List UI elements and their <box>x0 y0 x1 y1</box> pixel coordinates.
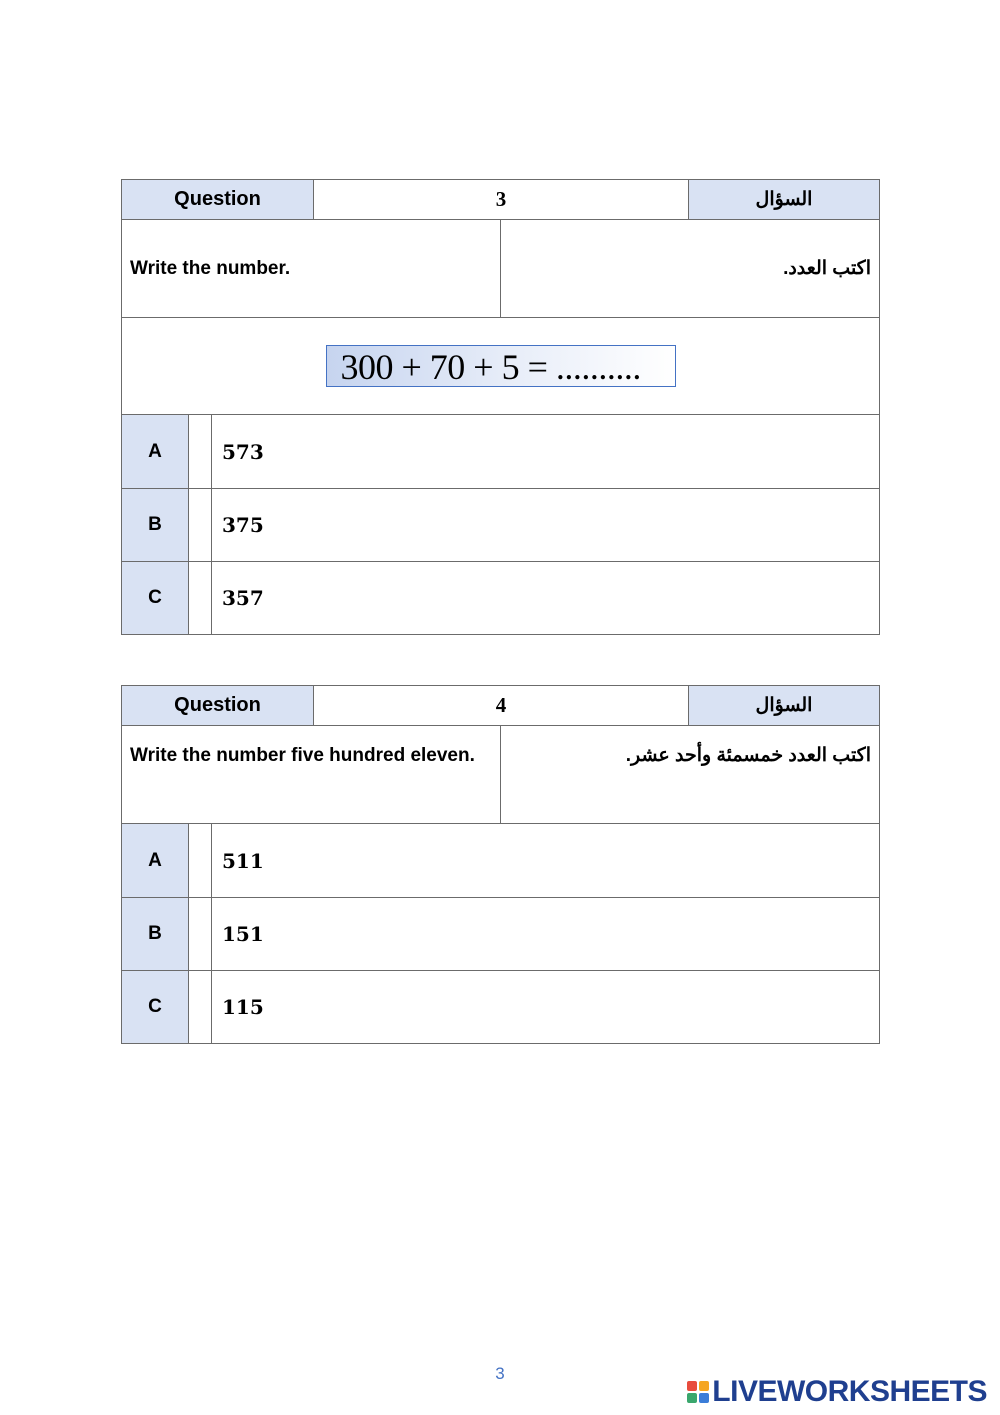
option-letter: C <box>122 971 189 1044</box>
equation-box: 300 + 70 + 5 = .......... <box>326 345 676 387</box>
question-number: 4 <box>314 686 689 726</box>
equation-cell <box>122 318 880 415</box>
option-checkbox[interactable] <box>189 898 212 971</box>
instruction-arabic: اكتب العدد خمسمئة وأحد عشر. <box>501 726 880 824</box>
option-letter: B <box>122 489 189 562</box>
logo-grid-icon <box>687 1381 709 1403</box>
question-label-arabic: السؤال <box>689 180 880 220</box>
instruction-english: Write the number. <box>122 220 501 318</box>
option-checkbox[interactable] <box>189 415 212 489</box>
option-value: 151 <box>212 898 880 971</box>
question-4-table <box>121 685 880 1044</box>
option-row-b[interactable] <box>122 489 880 562</box>
instruction-english: Write the number five hundred eleven. <box>122 726 501 824</box>
option-row-a[interactable] <box>122 824 880 898</box>
option-value: 511 <box>212 824 880 898</box>
option-letter: B <box>122 898 189 971</box>
question-3-table <box>121 179 880 635</box>
option-value: 115 <box>212 971 880 1044</box>
question-label: Question <box>122 180 314 220</box>
option-checkbox[interactable] <box>189 562 212 635</box>
option-checkbox[interactable] <box>189 971 212 1044</box>
option-row-b[interactable] <box>122 898 880 971</box>
option-value: 357 <box>212 562 880 635</box>
question-label-arabic: السؤال <box>689 686 880 726</box>
option-checkbox[interactable] <box>189 824 212 898</box>
option-value: 573 <box>212 415 880 489</box>
brand-name: LIVEWORKSHEETS <box>712 1375 987 1408</box>
option-letter: C <box>122 562 189 635</box>
option-row-c[interactable] <box>122 971 880 1044</box>
question-label: Question <box>122 686 314 726</box>
option-row-a[interactable] <box>122 415 880 489</box>
question-number: 3 <box>314 180 689 220</box>
option-row-c[interactable] <box>122 562 880 635</box>
liveworksheets-logo[interactable] <box>687 1374 987 1410</box>
option-letter: A <box>122 824 189 898</box>
option-letter: A <box>122 415 189 489</box>
option-checkbox[interactable] <box>189 489 212 562</box>
option-value: 375 <box>212 489 880 562</box>
instruction-arabic: اكتب العدد. <box>501 220 880 318</box>
page-number: 3 <box>495 1364 505 1383</box>
